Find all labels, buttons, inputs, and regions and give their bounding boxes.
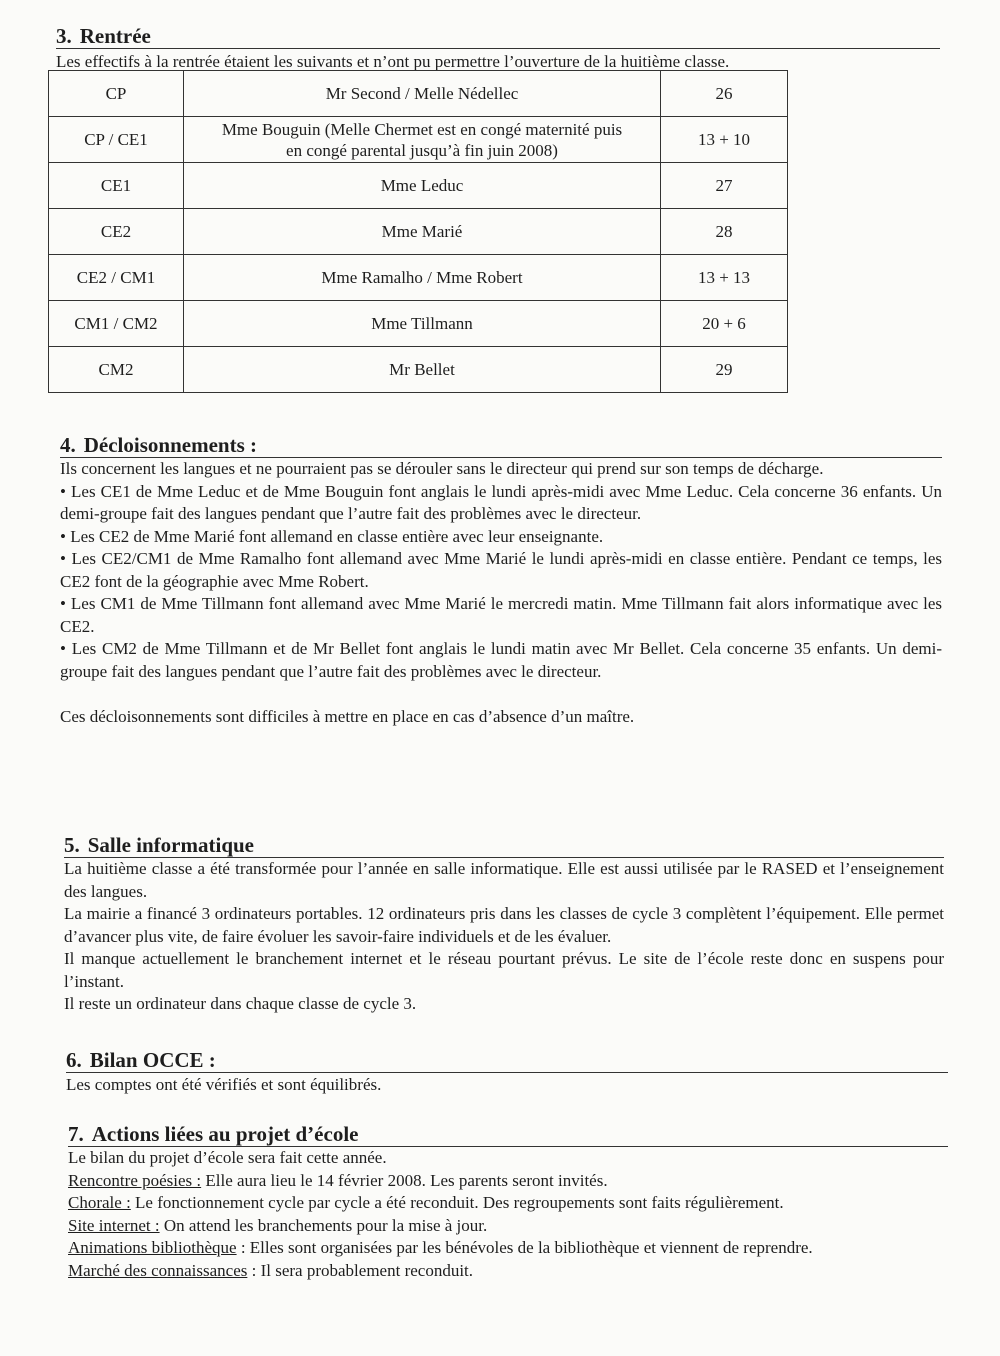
paragraph: Le bilan du projet d’école sera fait cette année.: [68, 1148, 387, 1167]
table-row: [49, 163, 788, 209]
section-rentree: [56, 24, 940, 73]
item-text: : Elles sont organisées par les bénévoles de la bibliothèque et viennent de reprendre.: [236, 1238, 813, 1257]
classe-cell: CE2 / CM1: [49, 255, 184, 301]
item-text: : Il sera probablement reconduit.: [247, 1260, 474, 1280]
item-label: Chorale :: [68, 1193, 131, 1212]
effectif-cell: 13 + 13: [661, 255, 788, 301]
section-decloisonnements: [60, 433, 942, 729]
section-number: 7.: [68, 1122, 84, 1146]
item-text: On attend les branchements pour la mise à jour.: [159, 1215, 488, 1235]
effectif-cell: 29: [661, 347, 788, 393]
table-row: [49, 255, 788, 301]
paragraph: Il manque actuellement le branchement internet et le réseau pourtant prévus. Le site de l’école reste donc en suspens pour l’instant.: [64, 949, 944, 991]
effectifs-table: [48, 70, 788, 393]
section-title: Bilan OCCE :: [89, 1048, 216, 1072]
bullet-item: • Les CE1 de Mme Leduc et de Mme Bouguin font anglais le lundi après-midi avec Mme Leduc. Cela concerne 36 enfants. Un demi-groupe fait des langues pendant que l’autre fait des problèmes avec le directeur.: [60, 481, 942, 523]
bullet-item: • Les CM2 de Mme Tillmann et de Mr Bellet font anglais le lundi matin avec Mr Bellet. Cela concerne 35 enfants. Un demi-groupe fait des langues pendant que l’autre fait des problèmes avec le directeur.: [60, 639, 942, 681]
list-item: [68, 1215, 948, 1238]
table-row: [49, 301, 788, 347]
item-label: Site internet :: [68, 1215, 160, 1235]
table-row: [49, 71, 788, 117]
bullet-item: • Les CM1 de Mme Tillmann font allemand avec Mme Marié le mercredi matin. Mme Tillmann fait alors informatique avec les CE2.: [60, 594, 942, 636]
item-label: Rencontre poésies :: [68, 1170, 202, 1190]
section-number: 3.: [56, 24, 72, 48]
table-row: [49, 117, 788, 163]
effectif-cell: 20 + 6: [661, 301, 788, 347]
bullet-item: • Les CE2 de Mme Marié font allemand en classe entière avec leur enseignante.: [60, 526, 604, 546]
section-number: 4.: [60, 433, 76, 457]
effectif-cell: 13 + 10: [661, 117, 788, 163]
section-actions-projet: [68, 1122, 948, 1282]
section-bilan-occe: [66, 1048, 948, 1096]
table-row: [49, 347, 788, 393]
paragraph: Ils concernent les langues et ne pourraient pas se dérouler sans le directeur qui prend sur son temps de décharge.: [60, 459, 824, 478]
classe-cell: CE2: [49, 209, 184, 255]
section-number: 5.: [64, 833, 80, 857]
paragraph: Ces décloisonnements sont difficiles à mettre en place en cas d’absence d’un maître.: [60, 707, 635, 726]
list-item: [68, 1192, 948, 1215]
list-item: [68, 1260, 948, 1283]
section-heading: [64, 833, 944, 858]
effectif-cell: 28: [661, 209, 788, 255]
paragraph: Il reste un ordinateur dans chaque classe de cycle 3.: [64, 994, 417, 1013]
classe-cell: CP: [49, 71, 184, 117]
enseignant-cell: Mme Ramalho / Mme Robert: [184, 255, 661, 301]
section-title: Salle informatique: [87, 833, 254, 857]
item-text: Le fonctionnement cycle par cycle a été reconduit. Des regroupements sont faits régulièrement.: [130, 1193, 784, 1212]
section-salle-informatique: [64, 833, 944, 1016]
paragraph: La huitième classe a été transformée pour l’année en salle informatique. Elle est aussi utilisée par le RASED et l’enseignement des langues.: [64, 859, 944, 901]
section-title: Actions liées au projet d’école: [91, 1122, 359, 1146]
classe-cell: CM1 / CM2: [49, 301, 184, 347]
section-title: Décloisonnements :: [83, 433, 257, 457]
list-item: [68, 1170, 948, 1193]
paragraph: La mairie a financé 3 ordinateurs portables. 12 ordinateurs pris dans les classes de cycle 3 complètent l’équipement. Elle permet d’avancer plus vite, de faire évoluer les savoir-faire individuels et de les évaluer.: [64, 904, 944, 946]
section-heading: [60, 433, 942, 458]
enseignant-cell: Mme Leduc: [184, 163, 661, 209]
table-row: [49, 209, 788, 255]
bullet-item: • Les CE2/CM1 de Mme Ramalho font allemand avec Mme Marié le lundi après-midi en classe entière. Pendant ce temps, les CE2 font de la géographie avec Mme Robert.: [60, 549, 942, 591]
enseignant-cell: Mme Tillmann: [184, 301, 661, 347]
item-label: Animations bibliothèque: [68, 1238, 237, 1257]
enseignant-cell: Mr Second / Melle Nédellec: [184, 71, 661, 117]
enseignant-cell: Mr Bellet: [184, 347, 661, 393]
intro-text: Les effectifs à la rentrée étaient les suivants et n’ont pu permettre l’ouverture de la huitième classe.: [56, 52, 730, 71]
section-heading: [68, 1122, 948, 1147]
effectif-cell: 27: [661, 163, 788, 209]
paragraph: Les comptes ont été vérifiés et sont équilibrés.: [66, 1075, 382, 1094]
section-number: 6.: [66, 1048, 82, 1072]
classe-cell: CE1: [49, 163, 184, 209]
enseignant-cell: Mme Bouguin (Melle Chermet est en congé maternité puis en congé parental jusqu’à fin juin 2008): [184, 117, 661, 163]
effectif-cell: 26: [661, 71, 788, 117]
enseignant-cell: Mme Marié: [184, 209, 661, 255]
classe-cell: CM2: [49, 347, 184, 393]
list-item: [68, 1237, 948, 1260]
classe-cell: CP / CE1: [49, 117, 184, 163]
item-text: Elle aura lieu le 14 février 2008. Les parents seront invités.: [201, 1170, 608, 1190]
section-heading: [56, 24, 940, 49]
section-title: Rentrée: [79, 24, 151, 48]
section-heading: [66, 1048, 948, 1073]
item-label: Marché des connaissances: [68, 1260, 248, 1280]
